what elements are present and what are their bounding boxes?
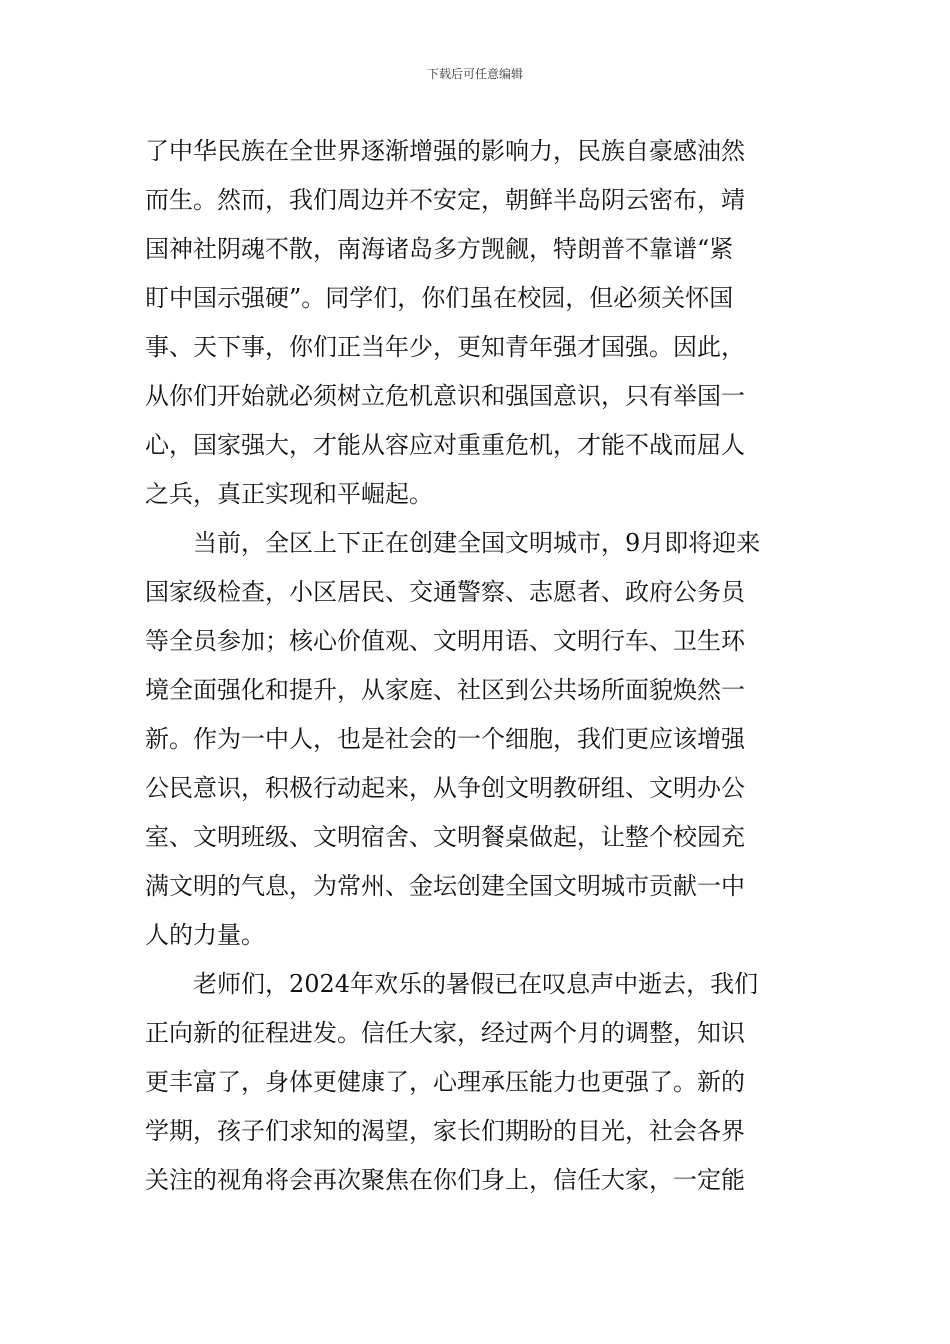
text-line: 之兵，真正实现和平崛起。 (145, 480, 433, 508)
text-line: 等全员参加；核心价值观、文明用语、文明行车、卫生环 (145, 627, 745, 655)
text-line: 正向新的征程进发。信任大家，经过两个月的调整，知识 (145, 1019, 745, 1047)
text-line: 老师们，2024年欢乐的暑假已在叹息声中逝去，我们 (193, 970, 759, 998)
text-line: 而生。然而，我们周边并不安定，朝鲜半岛阴云密布，靖 (145, 186, 745, 214)
text-line: 事、天下事，你们正当年少，更知青年强才国强。因此， (145, 333, 745, 361)
text-line: 室、文明班级、文明宿舍、文明餐桌做起，让整个校园充 (145, 823, 745, 851)
text-line: 盯中国示强硬”。同学们，你们虽在校园，但必须关怀国 (145, 284, 734, 312)
page-header: 下载后可任意编辑 (426, 67, 523, 81)
text-line: 从你们开始就必须树立危机意识和强国意识，只有举国一 (145, 382, 745, 410)
text-line: 境全面强化和提升，从家庭、社区到公共场所面貌焕然一 (145, 676, 745, 704)
text-line: 人的力量。 (145, 921, 265, 949)
text-line: 关注的视角将会再次聚焦在你们身上，信任大家，一定能 (145, 1166, 745, 1194)
text-line: 国家级检查，小区居民、交通警察、志愿者、政府公务员 (145, 578, 745, 606)
text-line: 学期，孩子们求知的渴望，家长们期盼的目光，社会各界 (145, 1117, 745, 1145)
document-body (145, 127, 815, 1205)
text-line: 新。作为一中人，也是社会的一个细胞，我们更应该增强 (145, 725, 745, 753)
text-line: 了中华民族在全世界逐渐增强的影响力，民族自豪感油然 (145, 137, 745, 165)
text-line: 心，国家强大，才能从容应对重重危机，才能不战而屈人 (145, 431, 745, 459)
text-line: 满文明的气息，为常州、金坛创建全国文明城市贡献一中 (145, 872, 745, 900)
text-line: 当前，全区上下正在创建全国文明城市，9月即将迎来 (193, 529, 761, 557)
text-line: 国神社阴魂不散，南海诸岛多方觊觎，特朗普不靠谱“紧 (145, 235, 734, 263)
text-line: 公民意识，积极行动起来，从争创文明教研组、文明办公 (145, 774, 745, 802)
text-line: 更丰富了，身体更健康了，心理承压能力也更强了。新的 (145, 1068, 745, 1096)
